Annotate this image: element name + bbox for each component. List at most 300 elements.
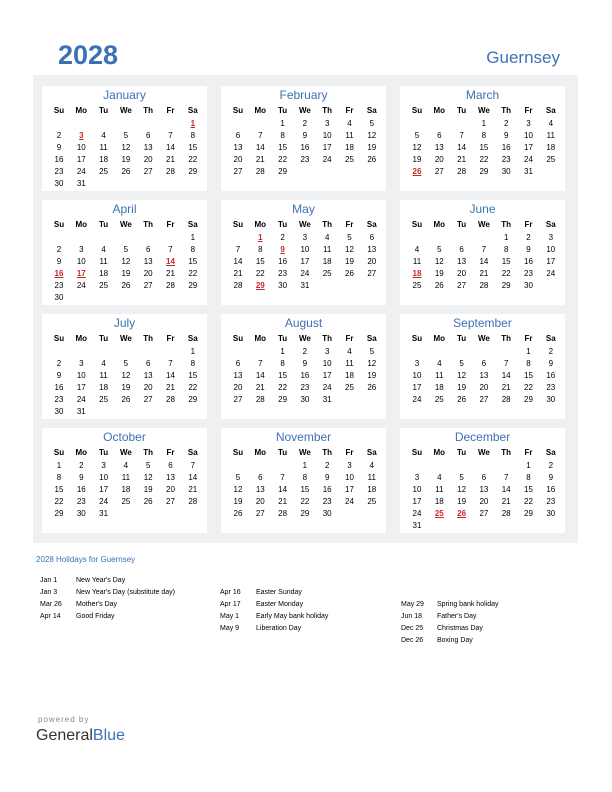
holiday-date: May 29 <box>401 601 424 608</box>
day-cell: 12 <box>121 257 131 266</box>
day-cell: 23 <box>54 281 64 290</box>
weekday-label: Th <box>143 220 154 229</box>
day-cell: 19 <box>233 497 243 506</box>
week-row <box>406 232 561 244</box>
day-cell: 1 <box>280 119 285 128</box>
day-cell: 7 <box>280 473 285 482</box>
week-row <box>406 394 561 406</box>
day-cell: 7 <box>503 359 509 368</box>
day-cell: 6 <box>437 131 442 140</box>
day-cell: 11 <box>121 473 131 482</box>
day-cell: 5 <box>235 473 241 482</box>
day-cell: 28 <box>479 281 489 290</box>
holiday-item <box>220 611 405 623</box>
day-cell: 27 <box>143 281 153 290</box>
holiday-name: Christmas Day <box>437 625 483 632</box>
day-cell: 17 <box>300 257 310 266</box>
week-row <box>227 166 382 178</box>
week-row <box>48 280 203 292</box>
day-cell: 29 <box>300 509 310 518</box>
weekday-label: Su <box>232 334 244 343</box>
weekday-label: We <box>477 220 490 229</box>
day-cell: 28 <box>233 281 243 290</box>
day-cell: 21 <box>188 485 198 494</box>
weekday-label: Mo <box>254 334 267 343</box>
day-cell: 18 <box>322 257 332 266</box>
day-cell: 21 <box>501 383 511 392</box>
weekday-label: Su <box>53 220 65 229</box>
day-cell: 18 <box>434 383 444 392</box>
day-cell: 28 <box>501 395 511 404</box>
week-row <box>48 178 203 190</box>
weekday-label: Th <box>501 106 512 115</box>
day-cell: 25 <box>99 395 109 404</box>
weekday-label: Su <box>53 106 65 115</box>
day-cell: 12 <box>367 131 377 140</box>
day-cell: 2 <box>324 461 330 470</box>
month-april <box>42 200 207 305</box>
day-cell: 2 <box>548 461 554 470</box>
week-row <box>48 460 203 472</box>
weekday-header <box>227 219 382 231</box>
day-cell: 23 <box>524 269 533 278</box>
country-title: Guernsey <box>486 48 560 67</box>
day-cell: 17 <box>322 143 332 152</box>
day-cell: 13 <box>479 485 489 494</box>
day-cell: 4 <box>101 131 106 140</box>
day-cell: 22 <box>278 383 288 392</box>
weekday-label: Sa <box>366 106 377 115</box>
holiday-day: 14 <box>166 257 175 266</box>
week-row <box>48 370 203 382</box>
weekday-header <box>227 105 382 117</box>
day-cell: 24 <box>300 269 310 278</box>
day-cell: 16 <box>322 485 332 494</box>
weekday-label: Tu <box>457 220 467 229</box>
week-row <box>48 292 203 304</box>
day-cell: 10 <box>99 473 109 482</box>
holiday-name: Easter Monday <box>256 601 304 608</box>
day-cell: 25 <box>412 281 422 290</box>
day-cell: 25 <box>345 155 354 164</box>
day-cell: 15 <box>188 143 198 152</box>
day-cell: 18 <box>99 269 109 278</box>
month-november <box>221 428 386 533</box>
weekday-label: Fr <box>524 106 533 115</box>
weekday-label: Tu <box>457 334 467 343</box>
day-cell: 9 <box>526 245 531 254</box>
day-cell: 12 <box>457 485 467 494</box>
day-cell: 5 <box>347 233 352 242</box>
day-cell: 30 <box>54 293 64 302</box>
day-cell: 5 <box>123 359 129 368</box>
weekday-label: Fr <box>524 448 533 457</box>
week-row <box>227 142 382 154</box>
day-cell: 4 <box>548 119 554 128</box>
day-cell: 19 <box>121 269 131 278</box>
day-cell: 6 <box>258 473 263 482</box>
weekday-label: Tu <box>278 220 288 229</box>
day-cell: 7 <box>459 131 464 140</box>
day-cell: 7 <box>190 461 196 470</box>
day-cell: 10 <box>546 245 556 254</box>
day-cell: 7 <box>258 131 263 140</box>
holiday-item <box>401 611 586 623</box>
weekday-label: We <box>477 334 490 343</box>
day-cell: 22 <box>54 497 64 506</box>
weekday-header <box>48 447 203 459</box>
day-cell: 24 <box>322 383 332 392</box>
day-cell: 28 <box>255 167 265 176</box>
day-cell: 23 <box>300 155 310 164</box>
week-row <box>406 142 561 154</box>
day-cell: 27 <box>479 509 489 518</box>
day-cell: 24 <box>76 167 86 176</box>
weekday-label: Tu <box>99 334 109 343</box>
day-cell: 13 <box>143 143 153 152</box>
weekday-label: Su <box>411 448 423 457</box>
day-cell: 2 <box>302 347 308 356</box>
week-row <box>48 382 203 394</box>
week-row <box>227 118 382 130</box>
day-cell: 1 <box>56 461 62 470</box>
holiday-item <box>220 599 405 611</box>
month-name: November <box>275 430 332 444</box>
weekday-label: We <box>477 448 490 457</box>
week-row <box>227 244 382 256</box>
holiday-day: 1 <box>258 233 263 242</box>
day-cell: 18 <box>121 485 131 494</box>
day-cell: 14 <box>188 473 198 482</box>
month-name: December <box>454 430 511 444</box>
day-cell: 22 <box>255 269 265 278</box>
day-cell: 3 <box>101 461 106 470</box>
weekday-label: Su <box>411 220 423 229</box>
day-cell: 2 <box>526 233 531 242</box>
holiday-name: New Year's Day <box>76 577 126 584</box>
holiday-item <box>40 575 225 587</box>
day-cell: 29 <box>524 509 533 518</box>
day-cell: 26 <box>367 383 377 392</box>
day-cell: 18 <box>99 155 109 164</box>
day-cell: 16 <box>54 383 64 392</box>
day-cell: 7 <box>168 359 173 368</box>
day-cell: 1 <box>190 233 196 242</box>
day-cell: 13 <box>143 371 153 380</box>
day-cell: 28 <box>278 509 288 518</box>
weekday-label: Su <box>411 334 423 343</box>
day-cell: 7 <box>168 245 173 254</box>
day-cell: 9 <box>503 131 509 140</box>
day-cell: 9 <box>56 257 62 266</box>
week-row <box>227 358 382 370</box>
day-cell: 22 <box>524 383 533 392</box>
holiday-date: May 9 <box>220 625 240 632</box>
week-row <box>406 244 561 256</box>
day-cell: 22 <box>188 155 198 164</box>
day-cell: 13 <box>479 371 489 380</box>
weekday-label: Tu <box>99 448 109 457</box>
day-cell: 20 <box>457 269 467 278</box>
weekday-label: We <box>119 220 132 229</box>
day-cell: 16 <box>501 143 511 152</box>
day-cell: 10 <box>76 371 86 380</box>
week-row <box>227 130 382 142</box>
day-cell: 1 <box>190 347 196 356</box>
day-cell: 12 <box>143 473 153 482</box>
day-cell: 12 <box>121 143 131 152</box>
week-row <box>48 346 203 358</box>
day-cell: 23 <box>300 383 310 392</box>
weekday-label: Sa <box>366 334 377 343</box>
day-cell: 5 <box>459 359 464 368</box>
day-cell: 21 <box>166 269 175 278</box>
day-cell: 25 <box>322 269 332 278</box>
day-cell: 10 <box>76 143 86 152</box>
day-cell: 24 <box>524 155 533 164</box>
day-cell: 13 <box>143 257 153 266</box>
holiday-day: 17 <box>76 269 86 278</box>
day-cell: 20 <box>233 155 243 164</box>
week-row <box>48 256 203 268</box>
holiday-column <box>220 587 405 635</box>
day-cell: 11 <box>99 143 108 152</box>
day-cell: 30 <box>300 395 310 404</box>
weekday-header <box>227 447 382 459</box>
holiday-date: Jun 18 <box>401 613 423 620</box>
day-cell: 4 <box>414 245 420 254</box>
holiday-item <box>220 623 405 635</box>
day-cell: 6 <box>481 359 487 368</box>
month-name: January <box>103 88 146 102</box>
month-february <box>221 86 386 191</box>
day-cell: 3 <box>79 245 84 254</box>
day-cell: 2 <box>302 119 308 128</box>
month-name: August <box>284 316 323 330</box>
week-row <box>48 406 203 418</box>
day-cell: 26 <box>457 395 467 404</box>
week-row <box>227 256 382 268</box>
day-cell: 5 <box>437 245 442 254</box>
day-cell: 7 <box>258 359 263 368</box>
day-cell: 3 <box>324 347 330 356</box>
weekday-label: Sa <box>187 334 198 343</box>
year-title: 2028 <box>58 40 119 70</box>
day-cell: 6 <box>145 359 151 368</box>
day-cell: 14 <box>233 257 243 266</box>
day-cell: 31 <box>76 179 86 188</box>
day-cell: 11 <box>323 245 332 254</box>
holiday-date: Dec 26 <box>401 637 424 644</box>
day-cell: 19 <box>457 383 467 392</box>
day-cell: 2 <box>56 245 62 254</box>
day-cell: 23 <box>54 395 64 404</box>
day-cell: 11 <box>435 371 444 380</box>
day-cell: 4 <box>123 461 129 470</box>
day-cell: 3 <box>414 473 420 482</box>
day-cell: 27 <box>143 167 153 176</box>
holiday-date: Mar 26 <box>40 601 62 608</box>
day-cell: 13 <box>233 143 243 152</box>
day-cell: 28 <box>457 167 467 176</box>
day-cell: 5 <box>123 245 129 254</box>
holiday-name: Early May bank holiday <box>256 613 329 620</box>
weekday-label: Su <box>53 334 65 343</box>
weekday-label: We <box>119 448 132 457</box>
day-cell: 26 <box>434 281 444 290</box>
weekday-header <box>406 333 561 345</box>
month-december <box>400 428 565 533</box>
day-cell: 25 <box>345 383 354 392</box>
week-row <box>227 232 382 244</box>
day-cell: 30 <box>278 281 288 290</box>
day-cell: 11 <box>412 257 422 266</box>
month-august <box>221 314 386 419</box>
day-cell: 2 <box>56 359 62 368</box>
week-row <box>48 166 203 178</box>
day-cell: 6 <box>168 461 173 470</box>
day-cell: 25 <box>434 395 444 404</box>
day-cell: 14 <box>255 371 265 380</box>
day-cell: 27 <box>143 395 153 404</box>
week-row <box>227 472 382 484</box>
weekday-label: Sa <box>187 220 198 229</box>
holiday-name: Good Friday <box>76 613 115 620</box>
day-cell: 29 <box>188 167 198 176</box>
weekday-label: We <box>298 448 311 457</box>
day-cell: 26 <box>121 167 131 176</box>
holiday-day: 3 <box>79 131 84 140</box>
weekday-label: Fr <box>345 220 354 229</box>
day-cell: 30 <box>546 509 556 518</box>
day-cell: 23 <box>501 155 511 164</box>
weekday-label: Sa <box>366 220 377 229</box>
day-cell: 14 <box>457 143 467 152</box>
weekday-label: Su <box>411 106 423 115</box>
week-row <box>406 346 561 358</box>
day-cell: 9 <box>548 473 554 482</box>
weekday-label: Tu <box>278 106 288 115</box>
weekday-label: Th <box>322 220 333 229</box>
week-row <box>406 268 561 280</box>
weekday-label: Mo <box>433 334 446 343</box>
week-row <box>48 118 203 130</box>
day-cell: 21 <box>278 497 288 506</box>
day-cell: 15 <box>188 371 198 380</box>
day-cell: 29 <box>501 281 511 290</box>
day-cell: 13 <box>233 371 243 380</box>
month-june <box>400 200 565 305</box>
week-row <box>48 394 203 406</box>
day-cell: 14 <box>166 143 175 152</box>
day-cell: 24 <box>412 395 422 404</box>
weekday-label: Sa <box>187 106 198 115</box>
brand-logo[interactable] <box>36 727 125 745</box>
day-cell: 22 <box>300 497 310 506</box>
day-cell: 16 <box>300 371 310 380</box>
week-row <box>48 358 203 370</box>
month-name: September <box>453 316 512 330</box>
day-cell: 9 <box>79 473 84 482</box>
weekday-label: Su <box>232 448 244 457</box>
day-cell: 10 <box>412 371 422 380</box>
day-cell: 29 <box>524 395 533 404</box>
weekday-label: Tu <box>457 106 467 115</box>
day-cell: 20 <box>479 383 489 392</box>
month-october <box>42 428 207 533</box>
day-cell: 31 <box>76 407 86 416</box>
day-cell: 4 <box>369 461 375 470</box>
week-row <box>227 508 382 520</box>
day-cell: 6 <box>369 233 375 242</box>
day-cell: 24 <box>345 497 354 506</box>
weekday-label: Mo <box>254 106 267 115</box>
day-cell: 11 <box>345 359 354 368</box>
week-row <box>227 370 382 382</box>
brand-general: General <box>36 727 93 744</box>
day-cell: 12 <box>233 485 243 494</box>
weekday-label: Mo <box>433 106 446 115</box>
day-cell: 12 <box>412 143 422 152</box>
day-cell: 14 <box>501 485 511 494</box>
day-cell: 30 <box>76 509 86 518</box>
weekday-header <box>406 447 561 459</box>
weekday-label: Sa <box>366 448 377 457</box>
day-cell: 4 <box>437 359 442 368</box>
holiday-day: 26 <box>457 509 467 518</box>
day-cell: 4 <box>437 473 442 482</box>
day-cell: 12 <box>367 359 377 368</box>
day-cell: 29 <box>54 509 64 518</box>
weekday-label: Th <box>322 448 333 457</box>
day-cell: 25 <box>121 497 131 506</box>
holiday-day: 18 <box>412 269 422 278</box>
day-cell: 10 <box>322 359 332 368</box>
holiday-date: Apr 16 <box>220 589 241 596</box>
holiday-date: Apr 14 <box>40 613 61 620</box>
holiday-name: Liberation Day <box>256 625 302 632</box>
weekday-label: Fr <box>166 106 175 115</box>
day-cell: 16 <box>546 485 556 494</box>
holiday-name: Boxing Day <box>437 637 473 644</box>
day-cell: 26 <box>367 155 377 164</box>
day-cell: 3 <box>79 359 84 368</box>
holiday-day: 9 <box>280 245 285 254</box>
day-cell: 1 <box>302 461 308 470</box>
day-cell: 21 <box>166 383 175 392</box>
day-cell: 18 <box>434 497 444 506</box>
day-cell: 15 <box>300 485 310 494</box>
day-cell: 3 <box>347 461 352 470</box>
weekday-label: Mo <box>75 220 88 229</box>
day-cell: 24 <box>322 155 332 164</box>
week-row <box>406 370 561 382</box>
weekday-label: We <box>477 106 490 115</box>
day-cell: 30 <box>546 395 556 404</box>
week-row <box>48 154 203 166</box>
day-cell: 19 <box>434 269 444 278</box>
day-cell: 15 <box>188 257 198 266</box>
day-cell: 28 <box>166 281 175 290</box>
week-row <box>227 394 382 406</box>
day-cell: 8 <box>280 131 285 140</box>
day-cell: 21 <box>501 497 511 506</box>
weekday-label: Mo <box>433 220 446 229</box>
weekday-label: Su <box>232 220 244 229</box>
holiday-date: Apr 17 <box>220 601 241 608</box>
day-cell: 1 <box>503 233 509 242</box>
weekday-label: Th <box>143 448 154 457</box>
